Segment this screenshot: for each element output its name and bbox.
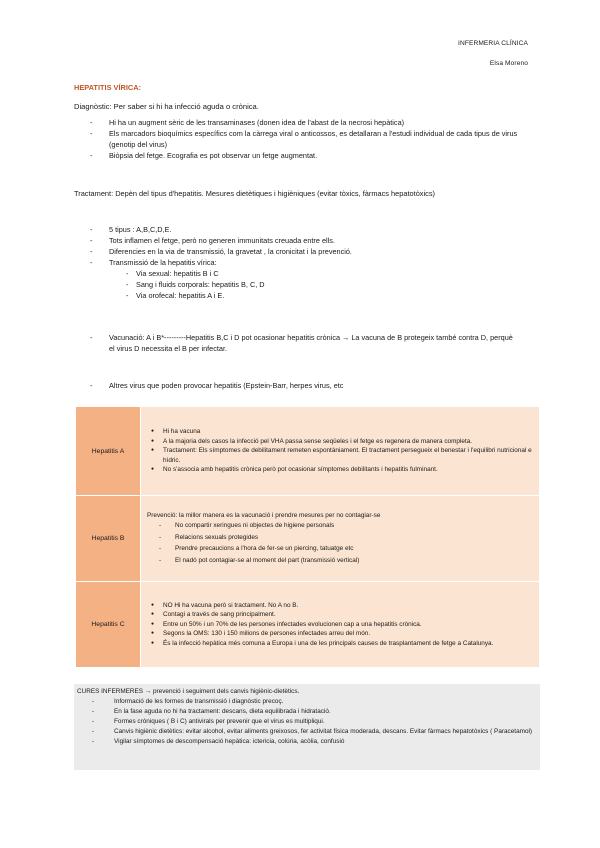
list-item: - Vigilar símptomes de descompensació hepàtica: ictericia, colúria, acòlia, confusió — [92, 737, 540, 747]
list-item: - Biòpsia del fetge. Ecografia es pot observar un fetge augmentat. — [90, 150, 520, 161]
list-item: ● A la majoria dels casos la infecció pel VHA passa sense seqüeles i el fetge es regenera de manera completa. — [151, 437, 533, 447]
section-title: HEPATITIS VÍRICA: — [74, 83, 142, 92]
hepatitis-table — [75, 406, 540, 668]
hepatitis-b-intro: Prevenció: la millor manera es la vacunació i prendre mesures per no contagiar-se — [147, 511, 381, 519]
list-item: - Relacions sexuals protegides — [159, 532, 533, 544]
hepatitis-c-label: Hepatitis C — [76, 582, 141, 668]
table-row — [76, 407, 540, 496]
hepatitis-b-label: Hepatitis B — [76, 496, 141, 582]
list-item: ● NO Hi ha vacuna però si tractament. No A no B. — [151, 601, 533, 611]
transmission-heading: Transmissió de la hepatitis vírica: — [109, 258, 217, 267]
nursing-care-list — [74, 697, 540, 747]
list-item: ● No s'associa amb hepatitis crònica però pot ocasionar símptomes debilitants i hepatitis fulminant. — [151, 465, 533, 475]
list-item: ● És la infecció hepàtica més comuna a Europa i una de les principals causes de trasplantament de fetge a Catalunya. — [151, 639, 533, 649]
list-item: - Altres virus que poden provocar hepatitis (Epstein-Barr, herpes virus, etc — [90, 380, 520, 391]
hepatitis-b-details — [141, 496, 540, 582]
list-item: - No compartir xeringues ni objectes de higiene personals — [159, 520, 533, 532]
table-row — [76, 582, 540, 668]
nursing-care-title: CURES INFERMERES → prevenció i seguiment dels canvis higiènic-dietètics. — [77, 688, 300, 695]
list-item: - Via sexual: hepatitis B i C — [126, 268, 520, 279]
vaccination-list — [90, 332, 520, 354]
list-item: - Tots inflamen el fetge, però no generen immunitats creuada entre ells. — [90, 235, 520, 246]
hepatitis-c-details — [141, 582, 540, 668]
list-item — [90, 257, 520, 301]
list-item: - Informació de les formes de transmissió i diagnòstic precoç. — [92, 697, 540, 707]
other-virus-list — [90, 380, 520, 391]
list-item: - En la fase aguda no hi ha tractament: descans, dieta equilibrada i hidratació. — [92, 707, 540, 717]
list-item: - Prendre precaucions a l'hora de fer-se un piercing, tatuatge etc — [159, 543, 533, 555]
list-item: ● Segons la OMS: 130 i 150 milions de persones infectades arreu del món. — [151, 629, 533, 639]
list-item: - 5 tipus : A,B,C,D,E. — [90, 224, 520, 235]
list-item: - Els marcadors bioquímics específics com la càrrega viral o anticossos, es detallaran a l'estudi individual de cada tipus de virus (genotip del virus) — [90, 128, 520, 150]
list-item: - Diferencies en la via de transmissió, la gravetat , la cronicitat i la prevenció. — [90, 246, 520, 257]
list-item: ● Contagi a través de sang principalment. — [151, 610, 533, 620]
table-row — [76, 496, 540, 582]
list-item: ● Hi ha vacuna — [151, 427, 533, 437]
transmission-sublist — [109, 268, 520, 301]
list-item: - Canvis higiènic dietètics: evitar alcohol, evitar aliments greixosos, fer activitat física moderada, descans. Evitar fàrmacs hepatotòxics ( Paracetamol) — [92, 727, 540, 737]
list-item: - Vacunació: A i B*---------Hepatitis B,C i D pot ocasionar hepatitis crònica → La vacuna de B protegeix també contra D, perquè el virus D necessita el B per infectar. — [90, 332, 520, 354]
list-item: - Sang i fluids corporals: hepatitis B, C, D — [126, 279, 520, 290]
list-item: ● Entre un 50% i un 70% de les persones infectades evolucionen cap a una hepatitis crònica. — [151, 620, 533, 630]
treatment-heading: Tractament: Depèn del tipus d'hepatitis. Mesures dietètiques i higièniques (evitar tòxics, fàrmacs hepatotòxics) — [74, 189, 435, 198]
list-item: ● Tractament: Els símptomes de debilitament remeten espontàniament. El tractament persegueix el benestar i l'equilibri nutricional e hídric. — [151, 446, 533, 465]
list-item: - El nadó pot contagiar-se al moment del part (transmissió vertical) — [159, 555, 533, 567]
general-list — [90, 224, 520, 301]
list-item: - Formes cròniques ( B i C) antivirals per prevenir que el virus es multipliqui. — [92, 717, 540, 727]
list-item: - Hi ha un augment sèric de les transaminases (donen idea de l'abast de la necrosi hepàtica) — [90, 117, 520, 128]
diagnostic-list — [90, 117, 520, 161]
hepatitis-a-label: Hepatitis A — [76, 407, 141, 496]
diagnostic-heading: Diagnòstic: Per saber si hi ha infecció aguda o crònica. — [74, 102, 259, 111]
hepatitis-a-details — [141, 407, 540, 496]
list-item: - Via orofecal: hepatitis A i E. — [126, 290, 520, 301]
nursing-care-box — [74, 684, 540, 770]
document-author: Elsa Moreno — [489, 60, 528, 67]
document-subject: INFERMERIA CLÍNICA — [458, 40, 528, 47]
